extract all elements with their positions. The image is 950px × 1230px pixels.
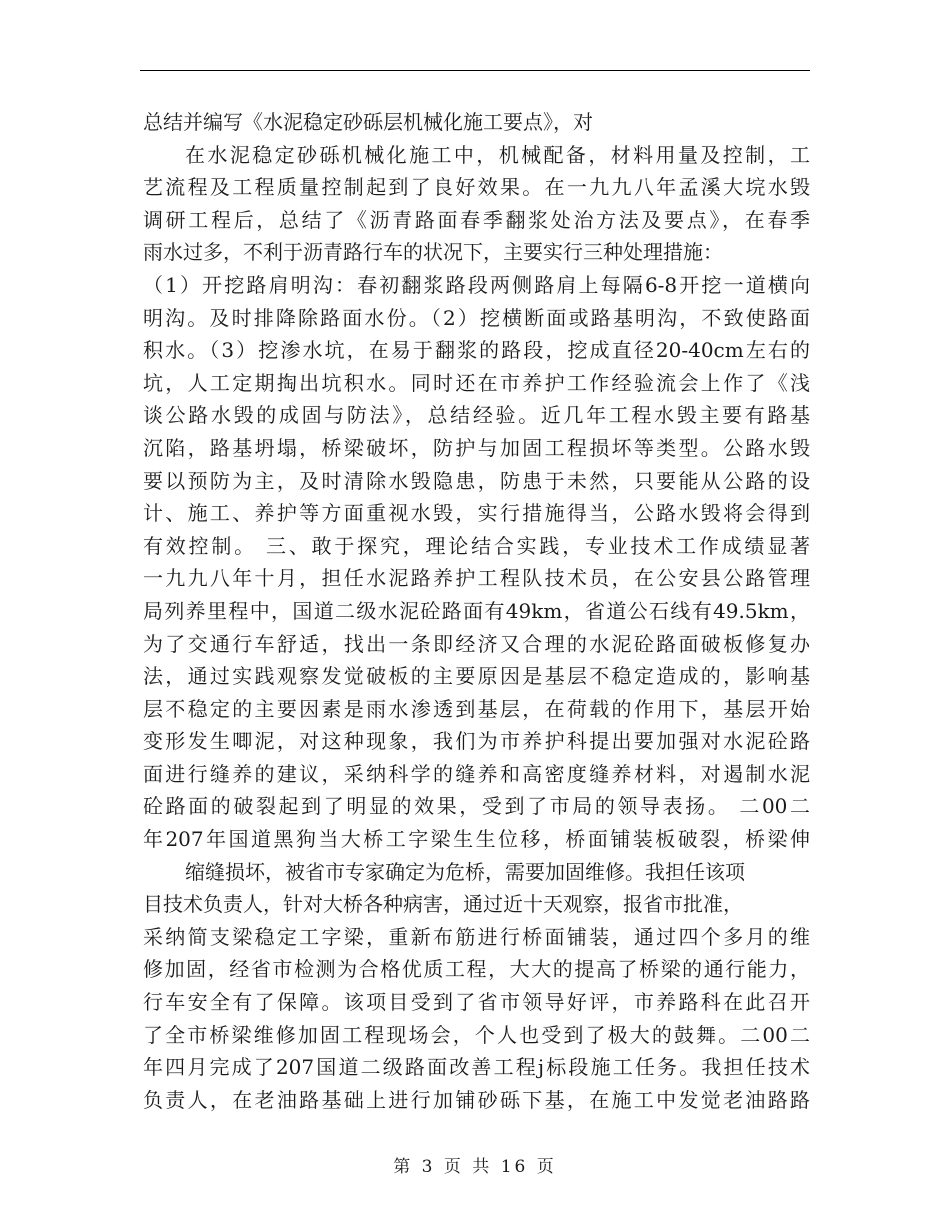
text-line: 艺流程及工程质量控制起到了良好效果。在一九九八年孟溪大垸水毁	[143, 175, 810, 200]
text-line: 有效控制。 三、敢于探究，理论结合实践，专业技术工作成绩显著	[143, 533, 810, 558]
text-line: 变形发生唧泥，对这种现象，我们为市养护科提出要加强对水泥砼路	[143, 729, 810, 754]
text-line: 总结并编写《水泥稳定砂砾层机械化施工要点》，对	[143, 110, 593, 134]
text-line: 修加固，经省市检测为合格优质工程，大大的提高了桥梁的通行能力，	[143, 957, 810, 982]
text-line: （1）开挖路肩明沟：春初翻浆路段两侧路肩上每隔6-8开挖一道横向	[143, 272, 810, 297]
text-line: 缩缝损坏，被省市专家确定为危桥，需要加固维修。我担任该项	[185, 859, 745, 884]
text-line: 积水。（3）挖渗水坑，在易于翻浆的路段，挖成直径20-40cm左右的	[143, 338, 810, 363]
text-line: 计、施工、养护等方面重视水毁，实行措施得当，公路水毁将会得到	[143, 501, 810, 526]
text-line: 了全市桥梁维修加固工程现场会，个人也受到了极大的鼓舞。二00二	[143, 1022, 810, 1047]
text-line: 层不稳定的主要因素是雨水渗透到基层，在荷载的作用下，基层开始	[143, 696, 810, 721]
text-line: 年四月完成了207国道二级路面改善工程j标段施工任务。我担任技术	[143, 1055, 810, 1080]
document-body	[143, 106, 810, 1116]
text-line: 雨水过多，不利于沥青路行车的状况下，主要实行三种处理措施：	[143, 240, 723, 265]
text-line: 采纳简支梁稳定工字梁，重新布筋进行桥面铺装，通过四个多月的维	[143, 924, 810, 949]
text-line: 年207年国道黑狗当大桥工字梁生生位移，桥面铺装板破裂，桥梁伸	[143, 827, 810, 852]
text-line: 法，通过实践观察发觉破板的主要原因是基层不稳定造成的，影响基	[143, 664, 810, 689]
text-line: 坑，人工定期掏出坑积水。同时还在市养护工作经验流会上作了《浅	[143, 370, 810, 395]
text-line: 为了交通行车舒适，找出一条即经济又合理的水泥砼路面破板修复办	[143, 631, 810, 656]
text-line: 目技术负责人，针对大桥各种病害，通过近十天观察，报省市批准，	[143, 892, 743, 917]
page-number-footer: 第 3 页 共 16 页	[393, 1157, 557, 1177]
text-line: 负责人，在老油路基础上进行加铺砂砾下基，在施工中发觉老油路路	[143, 1087, 810, 1112]
text-line: 在水泥稳定砂砾机械化施工中，机械配备，材料用量及控制，工	[185, 142, 810, 167]
text-line: 一九九八年十月，担任水泥路养护工程队技术员，在公安县公路管理	[143, 566, 810, 591]
text-line: 明沟。及时排降除路面水份。（2）挖横断面或路基明沟，不致使路面	[143, 305, 810, 330]
text-line: 调研工程后，总结了《沥青路面春季翻浆处治方法及要点》，在春季	[143, 207, 810, 232]
text-line: 要以预防为主，及时清除水毁隐患，防患于未然，只要能从公路的设	[143, 468, 810, 493]
header-rule	[140, 70, 810, 71]
text-line: 行车安全有了保障。该项目受到了省市领导好评，市养路科在此召开	[143, 990, 810, 1015]
text-line: 面进行缝养的建议，采纳科学的缝养和高密度缝养材料，对遏制水泥	[143, 761, 810, 786]
text-line: 沉陷，路基坍塌，桥梁破坏，防护与加固工程损坏等类型。公路水毁	[143, 435, 810, 460]
text-line: 砼路面的破裂起到了明显的效果，受到了市局的领导表扬。 二00二	[143, 794, 810, 819]
text-line: 局列养里程中，国道二级水泥砼路面有49km，省道公石线有49.5km，	[143, 598, 810, 623]
text-line: 谈公路水毁的成固与防法》，总结经验。近几年工程水毁主要有路基	[143, 403, 810, 428]
